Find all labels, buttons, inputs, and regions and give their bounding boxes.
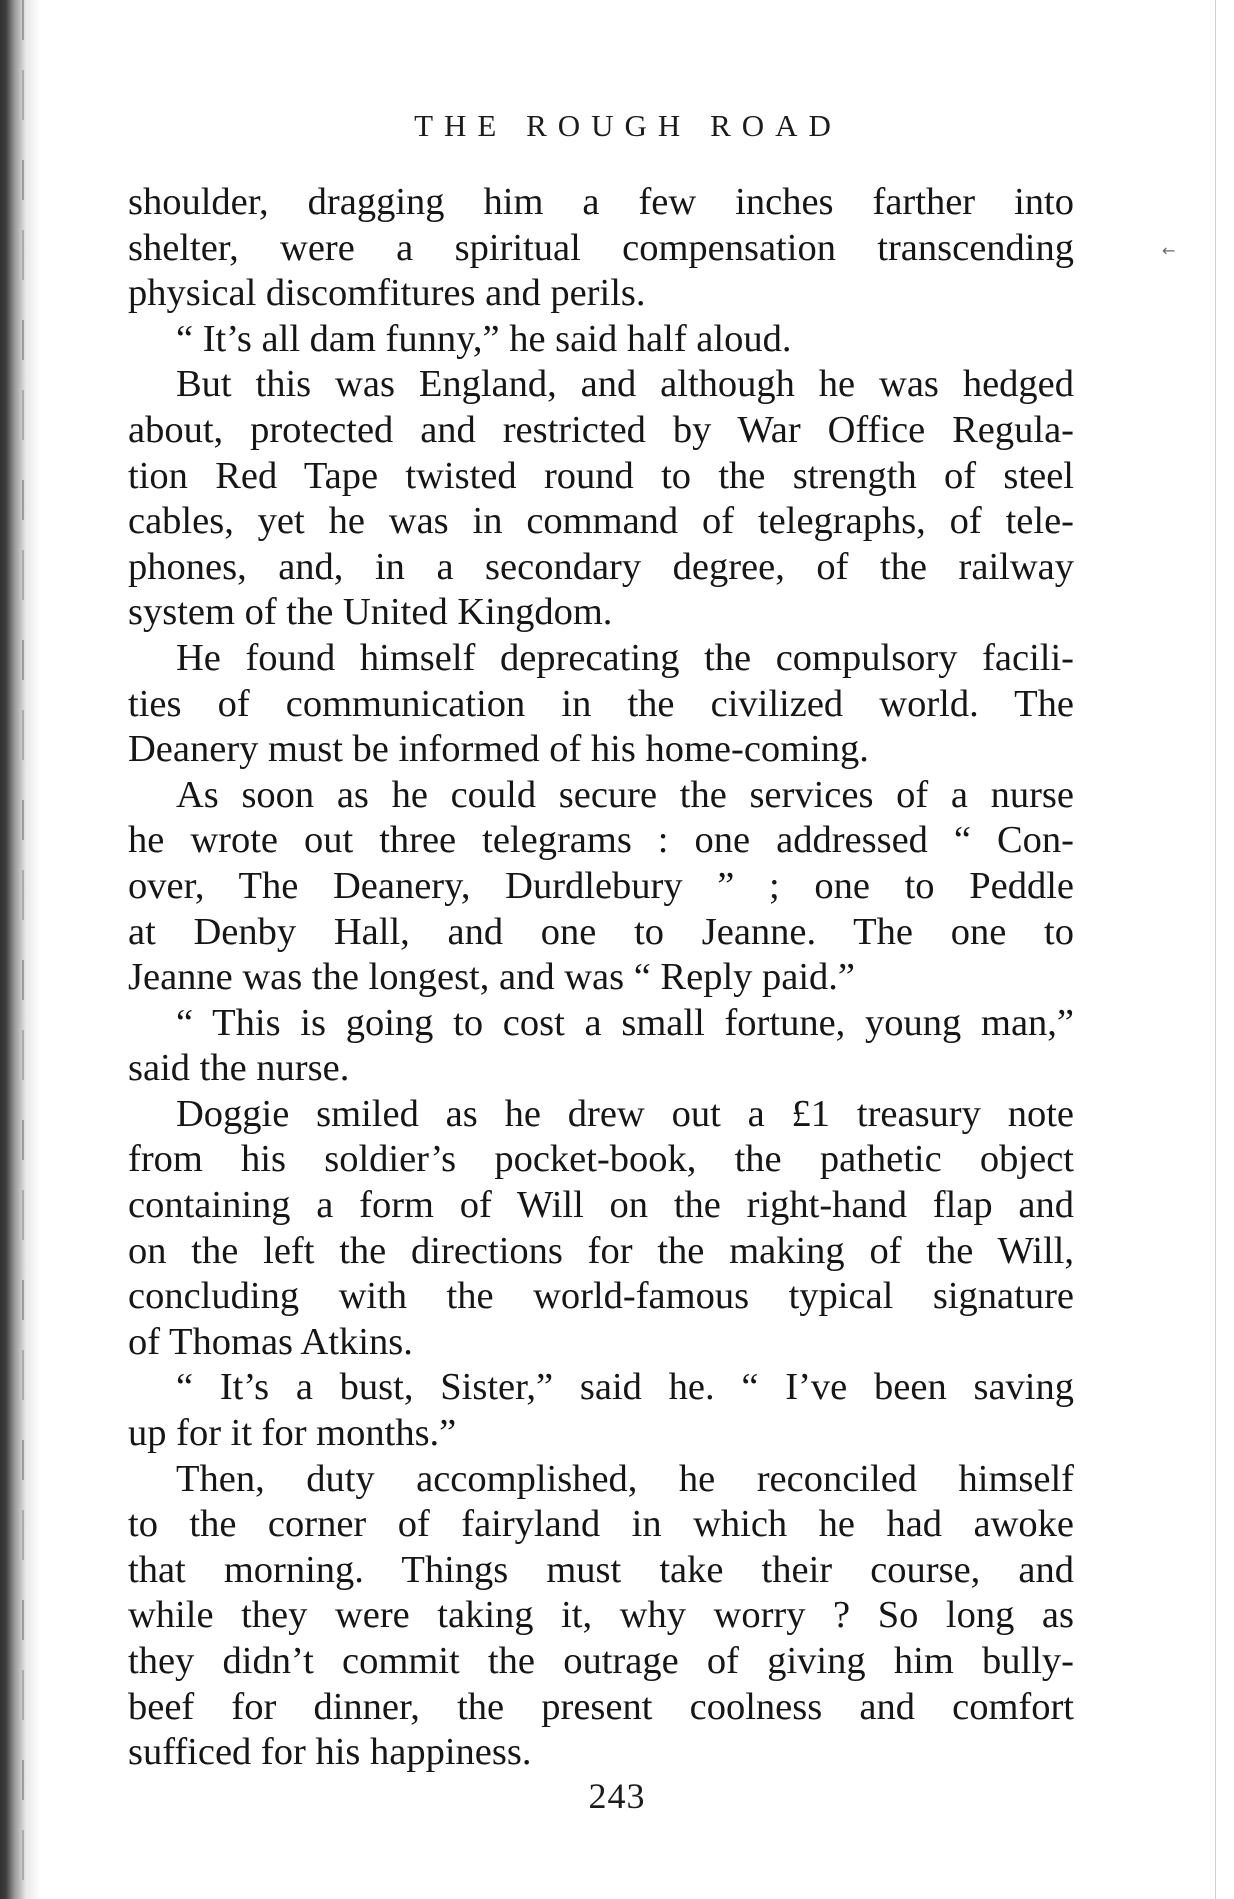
text-line: Then, duty accomplished, he reconciled himself xyxy=(176,1457,1074,1500)
text-line: physical discomfitures and perils. xyxy=(128,272,646,315)
text-line: Jeanne was the longest, and was “ Reply paid.” xyxy=(128,956,856,999)
binding-shadow xyxy=(0,0,40,1899)
text-line: “ This is going to cost a small fortune, young man,” xyxy=(176,1001,1074,1044)
text-line: But this was England, and although he was hedged xyxy=(176,363,1074,406)
text-line: over, The Deanery, Durdlebury ” ; one to Peddle xyxy=(128,864,1074,907)
text-line: at Denby Hall, and one to Jeanne. The one to xyxy=(128,910,1074,953)
running-head: THE ROUGH ROAD xyxy=(414,108,842,143)
text-line: shoulder, dragging him a few inches farther into xyxy=(128,181,1074,223)
page-number: 243 xyxy=(588,1776,646,1816)
text-line: while they were taking it, why worry ? So long as xyxy=(128,1594,1074,1637)
text-line: up for it for months.” xyxy=(128,1412,457,1455)
text-line: Doggie smiled as he drew out a £1 treasury note xyxy=(176,1092,1074,1135)
text-line: sufficed for his happiness. xyxy=(128,1731,532,1774)
text-line: He found himself deprecating the compulsory facili- xyxy=(176,636,1074,679)
text-line: about, protected and restricted by War Office Regula- xyxy=(128,408,1074,451)
text-line: “ It’s a bust, Sister,” said he. “ I’ve been saving xyxy=(176,1366,1074,1409)
text-line: As soon as he could secure the services of a nurse xyxy=(176,773,1074,816)
text-line: Deanery must be informed of his home-coming. xyxy=(128,728,869,771)
text-line: beef for dinner, the present coolness and comfort xyxy=(128,1685,1074,1728)
text-line: cables, yet he was in command of telegraphs, of tele- xyxy=(128,500,1074,543)
text-line: from his soldier’s pocket-book, the pathetic object xyxy=(128,1138,1074,1181)
text-line: phones, and, in a secondary degree, of the railway xyxy=(128,545,1074,588)
text-line: on the left the directions for the making of the Will, xyxy=(128,1229,1074,1272)
body-text xyxy=(128,180,1074,1776)
text-line: ties of communication in the civilized world. The xyxy=(128,682,1074,725)
text-line: they didn’t commit the outrage of giving him bully- xyxy=(128,1640,1074,1682)
text-line: said the nurse. xyxy=(128,1047,350,1090)
text-line: containing a form of Will on the right-hand flap and xyxy=(128,1184,1074,1227)
margin-mark-icon: ← xyxy=(1162,241,1176,260)
text-line: of Thomas Atkins. xyxy=(128,1320,413,1363)
text-line: concluding with the world-famous typical signature xyxy=(128,1275,1074,1318)
text-line: he wrote out three telegrams : one addressed “ Con- xyxy=(128,819,1074,862)
text-line: tion Red Tape twisted round to the strength of steel xyxy=(128,454,1074,497)
text-line: that morning. Things must take their course, and xyxy=(128,1548,1074,1591)
text-line: “ It’s all dam funny,” he said half aloud. xyxy=(176,317,792,360)
page-edge xyxy=(1215,0,1216,1899)
text-line: to the corner of fairyland in which he had awoke xyxy=(128,1503,1074,1546)
text-line: shelter, were a spiritual compensation transcending xyxy=(128,226,1074,269)
text-line: system of the United Kingdom. xyxy=(128,591,613,634)
